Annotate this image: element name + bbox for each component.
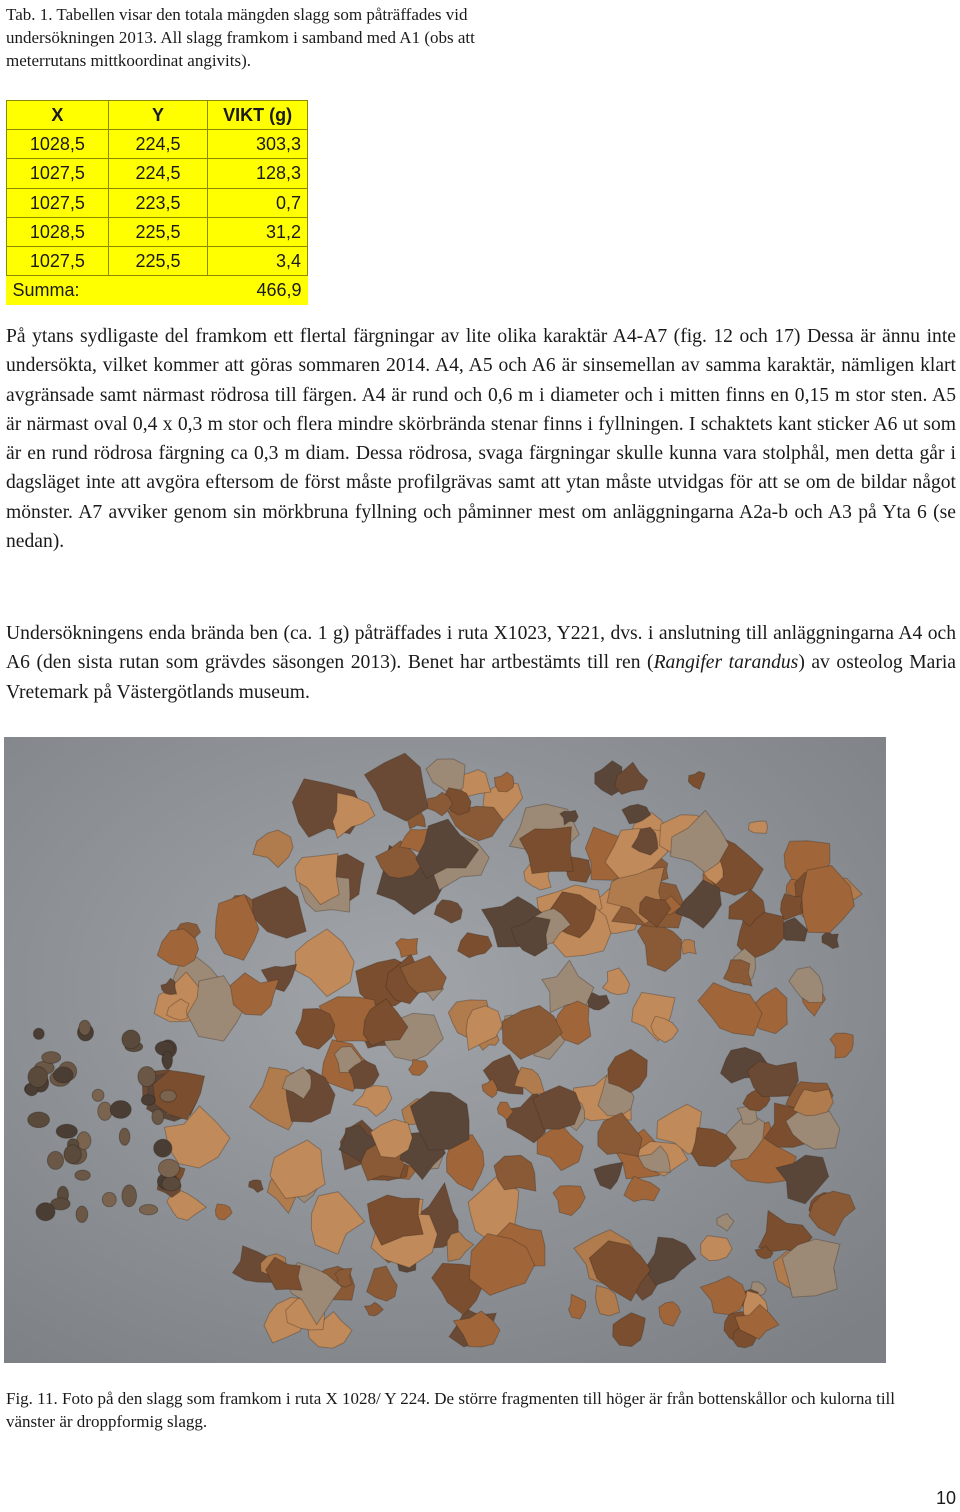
slag-droplet: [77, 1132, 91, 1150]
slag-droplet: [64, 1145, 81, 1164]
slag-droplet: [76, 1206, 88, 1222]
cell-weight: 303,3: [208, 130, 308, 159]
slag-droplet: [53, 1067, 73, 1083]
slag-droplet: [158, 1159, 179, 1177]
cell-weight: 128,3: [208, 159, 308, 188]
cell-weight: 31,2: [208, 217, 308, 246]
slag-fragment: [748, 821, 767, 833]
cell-y: 224,5: [108, 130, 208, 159]
slag-droplet: [33, 1028, 44, 1039]
slag-droplet: [141, 1095, 155, 1106]
slag-droplet: [160, 1090, 176, 1102]
slag-droplet: [154, 1139, 172, 1157]
header-y: Y: [108, 101, 208, 130]
paragraph-bone-text-after: ) av osteolog Maria Vretemark på Västergötlands museum.: [6, 652, 956, 703]
cell-x: 1027,5: [7, 246, 109, 275]
slag-photo: [4, 737, 886, 1363]
cell-x: 1028,5: [7, 130, 109, 159]
slag-table: [6, 100, 308, 305]
table-row: [7, 130, 308, 159]
slag-fragment: [681, 940, 696, 955]
table-row: [7, 217, 308, 246]
paragraph-bone-text-before: Undersökningens enda brända ben (ca. 1 g) påträffades i ruta X1023, Y221, dvs. i anslutning till anläggningarna A4 och A6 (den sista rutan som grävdes säsongen 2013). Benet har artbestämts till ren (: [6, 623, 956, 674]
slag-droplet: [102, 1192, 116, 1206]
cell-y: 224,5: [108, 159, 208, 188]
slag-droplet: [28, 1067, 48, 1088]
slag-droplet: [119, 1128, 130, 1145]
slag-droplet: [28, 1112, 50, 1128]
table-row: [7, 188, 308, 217]
cell-x: 1027,5: [7, 188, 109, 217]
figure-caption: Fig. 11. Foto på den slagg som framkom i ruta X 1028/ Y 224. De större fragmenten till höger är från bottenskållor och kulorna till vänster är droppformig slagg.: [6, 1389, 896, 1431]
sum-value: 466,9: [256, 280, 302, 301]
cell-weight: 0,7: [208, 188, 308, 217]
slag-droplet: [122, 1030, 140, 1049]
cell-y: 223,5: [108, 188, 208, 217]
cell-x: 1027,5: [7, 159, 109, 188]
slag-droplet: [75, 1170, 90, 1180]
table-sum-row: [7, 276, 308, 305]
page-number: 10: [935, 1488, 956, 1508]
table-row: [7, 246, 308, 275]
species-name: Rangifer tarandus: [653, 652, 799, 674]
slag-droplet: [138, 1067, 156, 1087]
cell-y: 225,5: [108, 246, 208, 275]
slag-droplet: [122, 1185, 137, 1207]
slag-droplet: [110, 1101, 131, 1119]
table-row: [7, 159, 308, 188]
slag-droplet: [92, 1089, 104, 1101]
cell-weight: 3,4: [208, 246, 308, 275]
cell-x: 1028,5: [7, 217, 109, 246]
slag-droplet: [152, 1109, 164, 1124]
slag-droplet: [162, 1176, 181, 1191]
table-caption: Tab. 1. Tabellen visar den totala mängden slagg som påträffades vid undersökningen 2013. All slagg framkom i samband med A1 (obs att meterrutans mittkoordinat angivits).: [6, 5, 475, 70]
slag-droplet: [56, 1124, 77, 1138]
slag-droplet: [139, 1205, 157, 1215]
sum-label: Summa:: [12, 280, 80, 301]
paragraph-bone: [6, 619, 956, 707]
cell-y: 225,5: [108, 217, 208, 246]
slag-droplet: [36, 1203, 55, 1221]
slag-droplet: [162, 1051, 172, 1069]
header-weight: VIKT (g): [208, 101, 308, 130]
slag-droplet: [79, 1020, 91, 1035]
paragraph-features: På ytans sydligaste del framkom ett flertal färgningar av lite olika karaktär A4-A7 (fig. 12 och 17) Dessa är ännu inte undersökta, vilket kommer att göras sommaren 2014. A4, A5 och A6 är sinsemellan av samma karaktär, nämligen klart avgränsade samt närmast rödrosa till färgen. A4 är rund och 0,6 m i diameter och i mitten finns en 0,15 m stor sten. A5 är närmast oval 0,4 x 0,3 m stor och flera mindre skörbrända stenar finns i fyllningen. I schaktets kant sticker A6 ut som är en rund rödrosa färgning ca 0,3 m diam. Dessa rödrosa, svaga färgningar skulle kunna vara stolphål, men detta går i dagsläget inte att avgöra eftersom de först måste profilgrävas samt att ytan måste utvidgas för att se om de bildar något mönster. A7 avviker genom sin mörkbruna fyllning och påminner mest om anläggningarna A2a-b och A3 på Yta 6 (se nedan).: [6, 326, 956, 553]
table-header-row: [7, 101, 308, 130]
header-x: X: [7, 101, 109, 130]
slag-droplet: [47, 1151, 63, 1169]
slag-droplet: [42, 1052, 61, 1064]
